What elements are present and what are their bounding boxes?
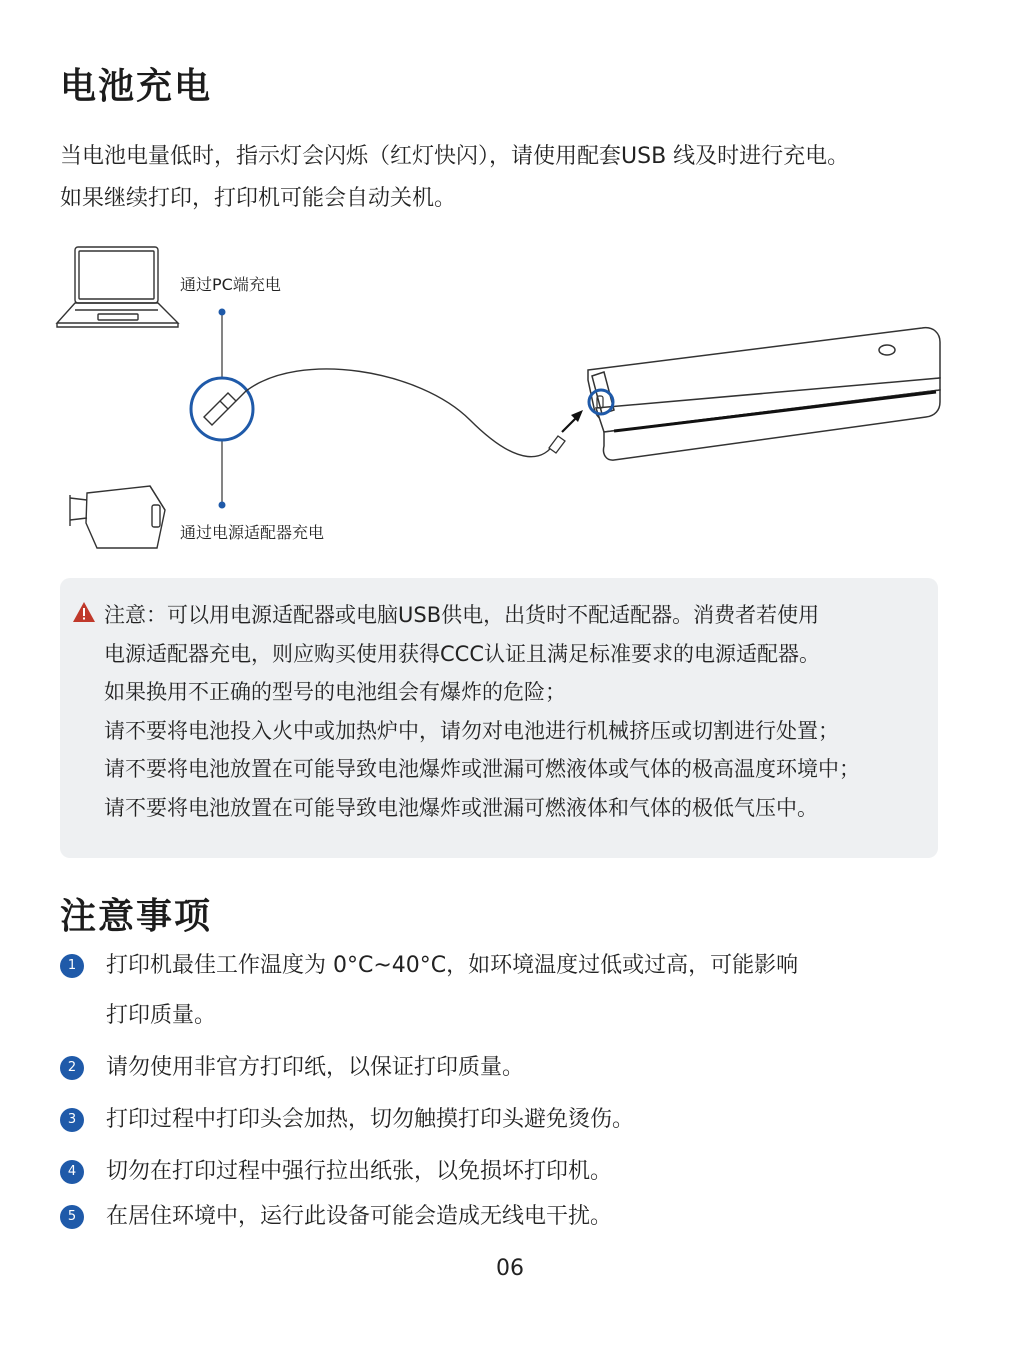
- item-number-badge: 2: [60, 1056, 84, 1080]
- page-number: 06: [496, 1256, 524, 1281]
- intro-line: 当电池电量低时，指示灯会闪烁（红灯快闪），请使用配套USB 线及时进行充电。: [60, 144, 850, 169]
- adapter-charging-label: 通过电源适配器充电: [180, 523, 325, 542]
- usb-cable: [246, 369, 555, 457]
- warning-box: [60, 578, 938, 858]
- usb-c-plug-icon: [549, 436, 565, 453]
- warning-line: 电源适配器充电，则应购买使用获得CCC认证且满足标准要求的电源适配器。: [104, 641, 820, 666]
- section-title-battery-charging: 电池充电: [60, 66, 213, 107]
- item-number-badge: 4: [60, 1160, 84, 1184]
- warning-line: 注意：可以用电源适配器或电脑USB供电，出货时不配适配器。消费者若使用: [104, 603, 820, 627]
- item-text: 打印机最佳工作温度为 0°C~40°C，如环境温度过低或过高，可能影响: [106, 953, 799, 978]
- warning-line: 如果换用不正确的型号的电池组会有爆炸的危险；: [104, 680, 566, 704]
- item-text: 打印过程中打印头会加热，切勿触摸打印头避免烫伤。: [106, 1107, 635, 1132]
- charging-diagram: [0, 230, 1020, 570]
- item-text-continued: 打印质量。: [106, 1003, 217, 1028]
- item-number-badge: 1: [60, 954, 84, 978]
- item-text: 切勿在打印过程中强行拉出纸张，以免损坏打印机。: [106, 1159, 613, 1184]
- item-number-badge: 5: [60, 1205, 84, 1229]
- intro-paragraph: [60, 136, 960, 220]
- item-text: 在居住环境中，运行此设备可能会造成无线电干扰。: [106, 1204, 613, 1229]
- warning-line: 请不要将电池放置在可能导致电池爆炸或泄漏可燃液体和气体的极低气压中。: [104, 795, 818, 820]
- intro-line: 如果继续打印，打印机可能会自动关机。: [60, 186, 457, 211]
- item-text: 请勿使用非官方打印纸，以保证打印质量。: [106, 1055, 525, 1080]
- warning-triangle-icon: [72, 601, 96, 623]
- printer-icon: [588, 328, 940, 460]
- laptop-icon: [57, 247, 178, 327]
- pc-charging-label: 通过PC端充电: [180, 275, 281, 294]
- warning-text: [104, 596, 860, 827]
- power-adapter-icon: [70, 486, 165, 548]
- warning-line: 请不要将电池放置在可能导致电池爆炸或泄漏可燃液体或气体的极高温度环境中；: [104, 757, 860, 781]
- section-title-precautions: 注意事项: [60, 896, 213, 937]
- warning-line: 请不要将电池投入火中或加热炉中，请勿对电池进行机械挤压或切割进行处置；: [104, 718, 839, 743]
- item-number-badge: 3: [60, 1108, 84, 1132]
- charging-illustration: [0, 230, 1020, 570]
